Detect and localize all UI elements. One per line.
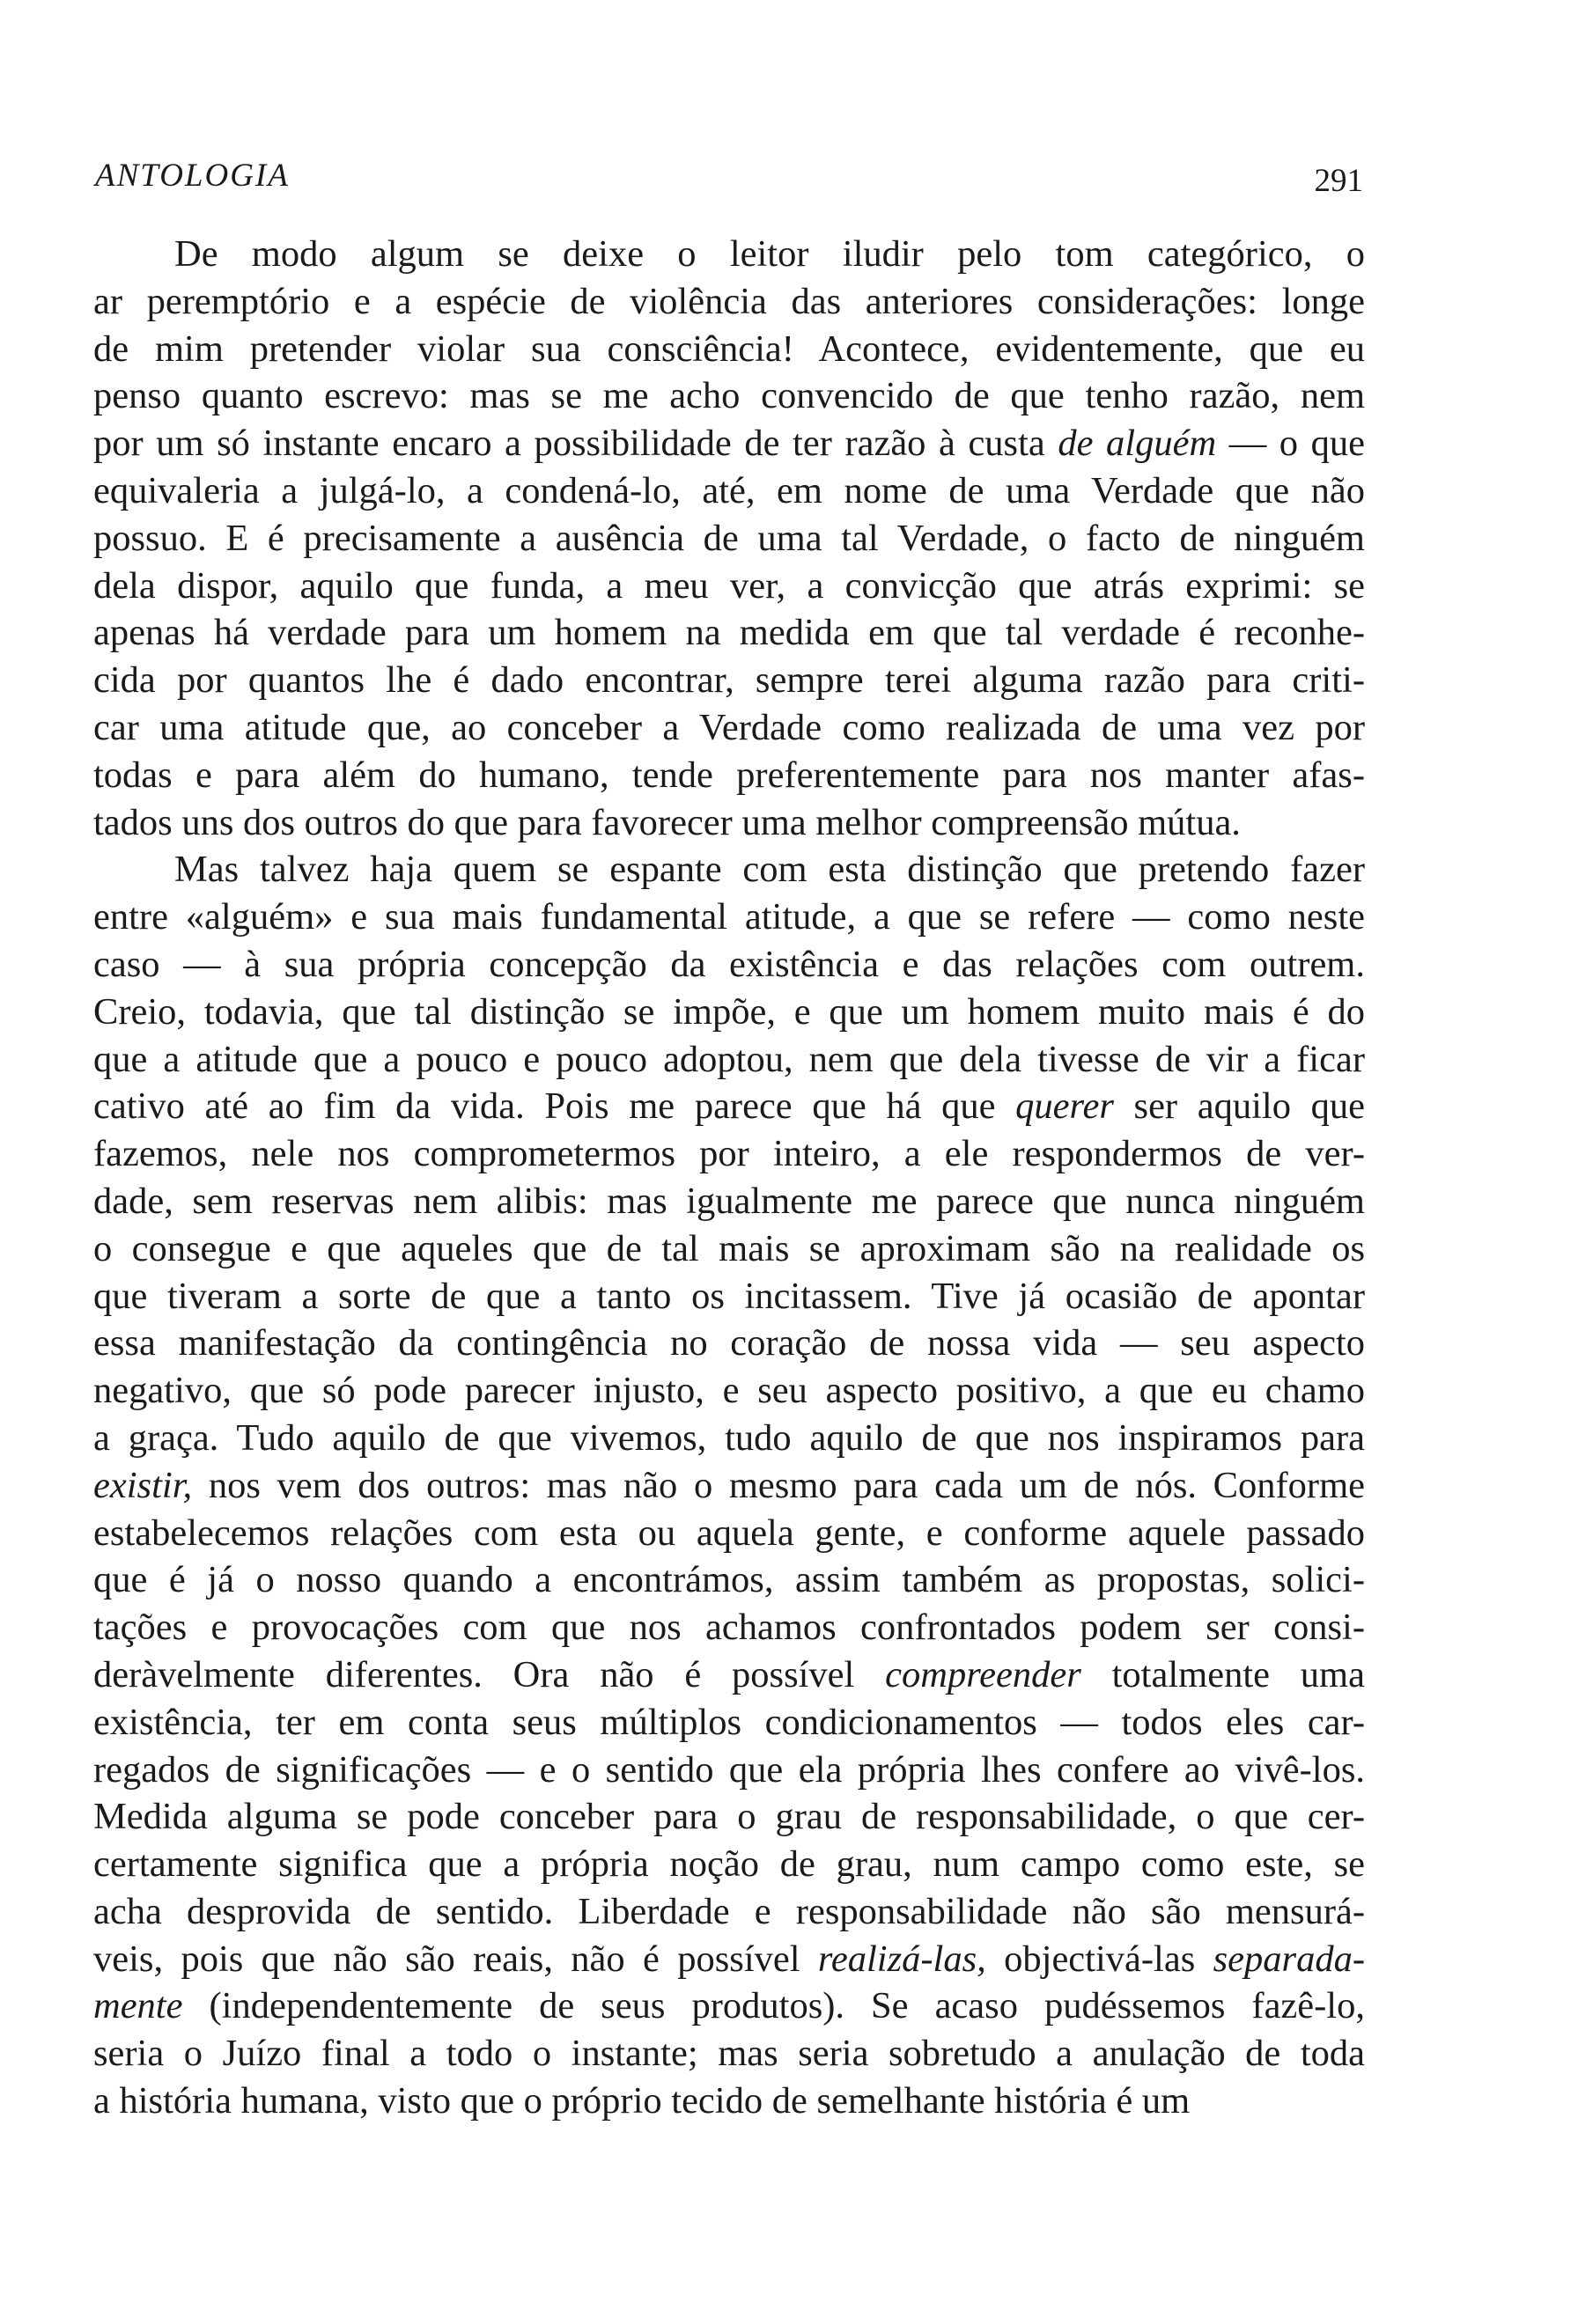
text-line [93, 846, 1365, 894]
text-run: que é já o nosso quando a encontrámos, assim também as propostas, solici- [93, 1559, 1365, 1601]
text-run: apenas há verdade para um homem na medida em que tal verdade é reconhe- [93, 612, 1365, 654]
text-line [93, 609, 1365, 657]
text-run: entre «alguém» e sua mais fundamental atitude, a que se refere — como neste [93, 896, 1365, 938]
text-run: — o que [1216, 423, 1365, 465]
text-run: objectivá-las [985, 1938, 1213, 1980]
text-run: regados de significações — e o sentido que ela própria lhes confere ao vivê-los. [93, 1748, 1365, 1791]
text-line [93, 657, 1365, 704]
text-run: essa manifestação da contingência no coração de nossa vida — seu aspecto [93, 1322, 1365, 1364]
text-line [93, 1888, 1365, 1936]
italic-text: de alguém [1058, 423, 1217, 465]
text-run: negativo, que só pode parecer injusto, e seu aspecto positivo, a que eu chamo [93, 1370, 1365, 1412]
text-line [93, 894, 1365, 941]
italic-text: realizá-las, [817, 1938, 986, 1980]
text-line [93, 372, 1365, 420]
text-run: cida por quantos lhe é dado encontrar, sempre terei alguma razão para criti- [93, 659, 1365, 702]
text-line [93, 2078, 1365, 2125]
text-line [93, 1320, 1365, 1367]
text-run: Mas talvez haja quem se espante com esta distinção que pretendo fazer [174, 849, 1365, 891]
text-run: Creio, todavia, que tal distinção se impõe, e que um homem muito mais é do [93, 990, 1365, 1033]
text-run: todas e para além do humano, tende preferentemente para nos manter afas- [93, 754, 1365, 796]
text-line [93, 1556, 1365, 1604]
italic-text: mente [93, 1985, 183, 2027]
paragraph [93, 231, 1365, 846]
text-run: caso — à sua própria concepção da existência e das relações com outrem. [93, 943, 1365, 985]
text-line [93, 1747, 1365, 1794]
italic-text: existir, [93, 1464, 193, 1506]
text-run: penso quanto escrevo: mas se me acho convencido de que tenho razão, nem [93, 375, 1365, 417]
text-line [93, 2030, 1365, 2078]
text-run: que a atitude que a pouco e pouco adoptou, nem que dela tivesse de vir a ficar [93, 1038, 1365, 1080]
text-line [93, 799, 1365, 847]
text-line [93, 1651, 1365, 1699]
text-run: dela dispor, aquilo que funda, a meu ver, a convicção que atrás exprimi: se [93, 564, 1365, 607]
text-line [93, 278, 1365, 326]
text-run: (independentemente de seus produtos). Se acaso pudéssemos fazê-lo, [182, 1985, 1365, 2027]
text-run: existência, ter em conta seus múltiplos condicionamentos — todos eles car- [93, 1701, 1365, 1743]
text-line [93, 231, 1365, 278]
text-line [93, 1936, 1365, 1983]
text-line [93, 1982, 1365, 2030]
text-run: equivaleria a julgá-lo, a condená-lo, até, em nome de uma Verdade que não [93, 469, 1365, 511]
text-line [93, 1367, 1365, 1415]
text-line [93, 704, 1365, 752]
text-run: car uma atitude que, ao conceber a Verdade como realizada de uma vez por [93, 706, 1365, 748]
text-run: fazemos, nele nos comprometermos por inteiro, a ele respondermos de ver- [93, 1133, 1365, 1175]
text-run: certamente significa que a própria noção de grau, num campo como este, se [93, 1843, 1365, 1886]
text-run: de mim pretender violar sua consciência! Acontece, evidentemente, que eu [93, 327, 1365, 370]
text-run: dade, sem reservas nem alibis: mas igualmente me parece que nunca ninguém [93, 1180, 1365, 1222]
italic-text: querer [1015, 1085, 1114, 1128]
text-line [93, 1415, 1365, 1462]
text-line [93, 467, 1365, 515]
text-line [93, 515, 1365, 563]
text-line [93, 420, 1365, 467]
text-run: nos vem dos outros: mas não o mesmo para cada um de nós. Conforme [192, 1464, 1365, 1506]
text-run: De modo algum se deixe o leitor iludir pelo tom categórico, o [174, 233, 1365, 275]
text-line [93, 1225, 1365, 1273]
page-number: 291 [1314, 163, 1363, 199]
text-run: Medida alguma se pode conceber para o grau de responsabilidade, o que cer- [93, 1796, 1365, 1838]
text-run: deràvelmente diferentes. Ora não é possível [93, 1653, 886, 1695]
text-run: por um só instante encaro a possibilidade de ter razão à custa [93, 423, 1058, 465]
text-line [93, 1462, 1365, 1510]
text-run: cativo até ao fim da vida. Pois me parece que há que [93, 1085, 1016, 1128]
text-run: acha desprovida de sentido. Liberdade e responsabilidade não são mensurá- [93, 1890, 1365, 1932]
text-line [93, 1841, 1365, 1888]
text-run: ser aquilo que [1113, 1085, 1365, 1128]
text-run: seria o Juízo final a todo o instante; mas seria sobretudo a anulação de toda [93, 2033, 1365, 2075]
running-head: ANTOLOGIA [95, 158, 290, 194]
text-line [93, 752, 1365, 799]
text-line [93, 1510, 1365, 1557]
text-line [93, 1273, 1365, 1320]
text-run: que tiveram a sorte de que a tanto os incitassem. Tive já ocasião de apontar [93, 1275, 1365, 1317]
text-line [93, 1036, 1365, 1084]
text-line [93, 1699, 1365, 1747]
text-run: tações e provocações com que nos achamos confrontados podem ser consi- [93, 1607, 1365, 1649]
paragraph [93, 846, 1365, 2125]
text-run: tados uns dos outros do que para favorecer uma melhor compreensão mútua. [93, 801, 1241, 843]
body-text [93, 231, 1365, 2125]
italic-text: separada- [1213, 1938, 1365, 1980]
text-line [93, 563, 1365, 610]
text-run: possuo. E é precisamente a ausência de uma tal Verdade, o facto de ninguém [93, 517, 1365, 559]
text-run: ar peremptório e a espécie de violência das anteriores considerações: longe [93, 280, 1365, 322]
text-line [93, 1793, 1365, 1841]
text-run: a história humana, visto que o próprio tecido de semelhante história é um [93, 2080, 1191, 2122]
page-header [95, 157, 1363, 201]
text-line [93, 326, 1365, 373]
text-run: veis, pois que não são reais, não é possível [93, 1938, 818, 1980]
text-line [93, 1083, 1365, 1130]
text-run: estabelecemos relações com esta ou aquela gente, e conforme aquele passado [93, 1511, 1365, 1554]
text-line [93, 941, 1365, 989]
italic-text: compreender [885, 1653, 1081, 1695]
text-run: o consegue e que aqueles que de tal mais se aproximam são na realidade os [93, 1227, 1365, 1269]
text-line [93, 1130, 1365, 1178]
text-line [93, 1604, 1365, 1651]
text-line [93, 989, 1365, 1036]
text-run: totalmente uma [1080, 1653, 1365, 1695]
text-line [93, 1178, 1365, 1225]
text-run: a graça. Tudo aquilo de que vivemos, tudo aquilo de que nos inspiramos para [93, 1416, 1365, 1459]
